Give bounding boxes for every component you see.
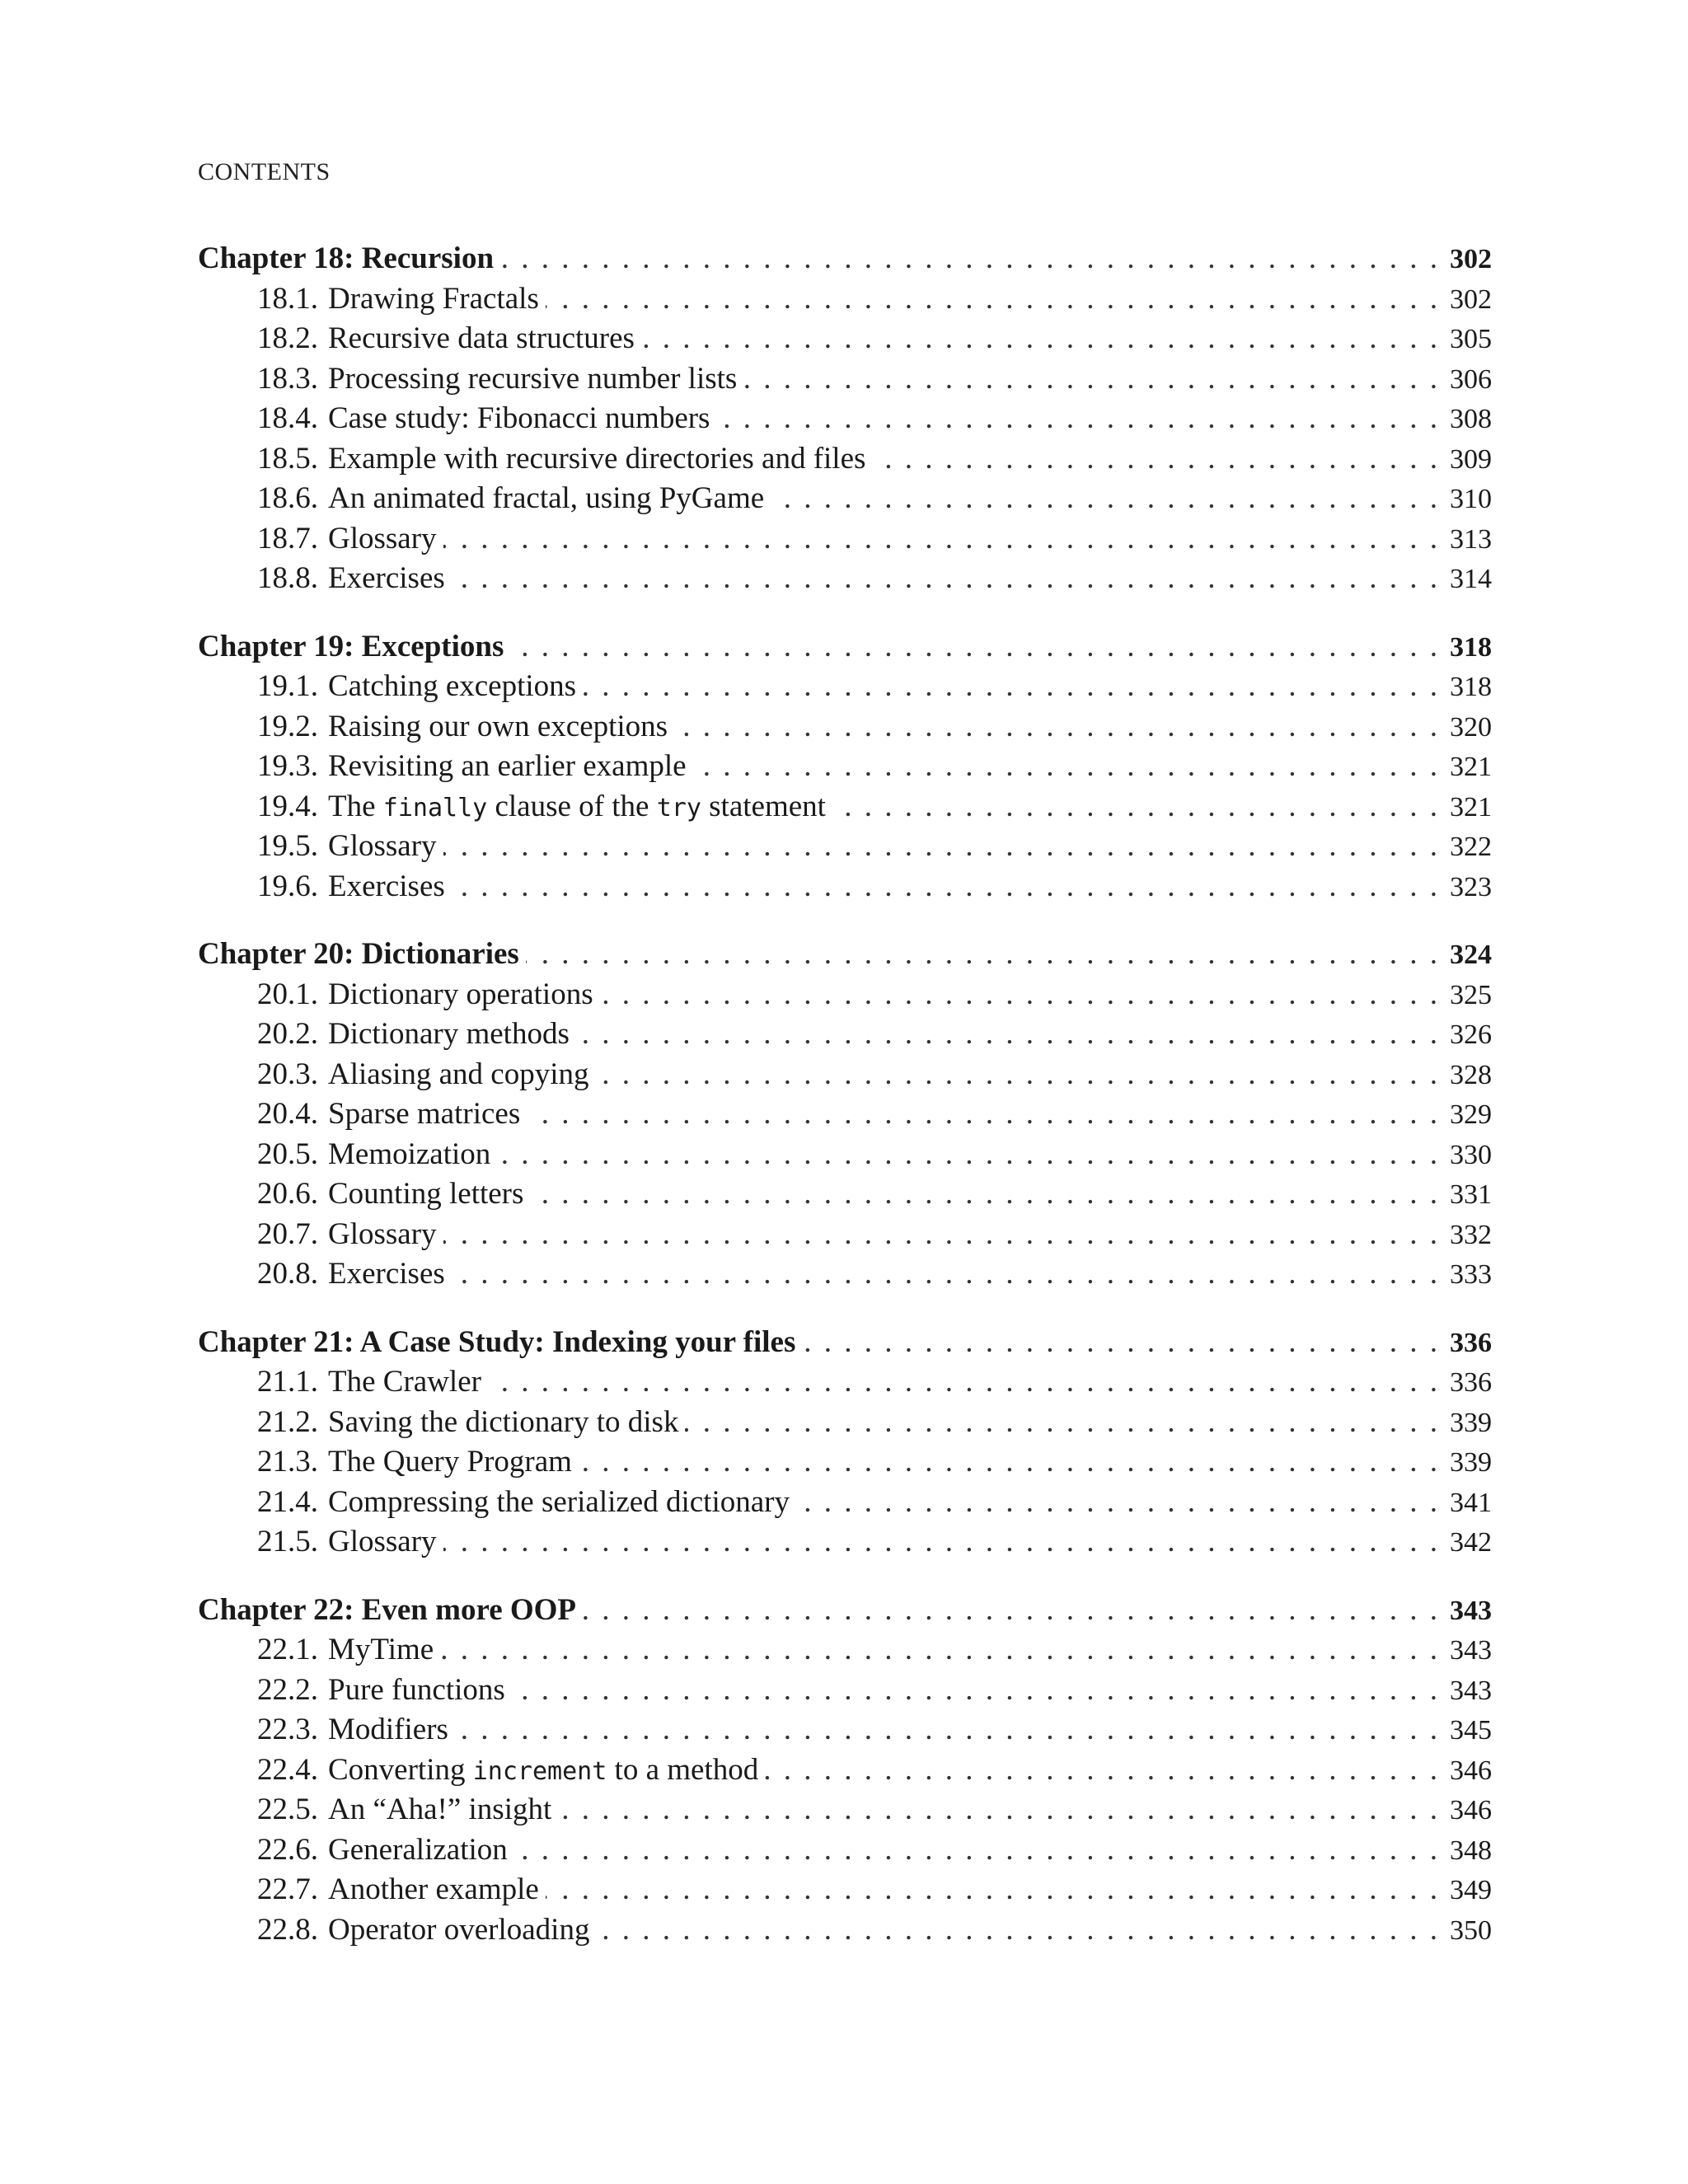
dot-leader	[583, 1591, 1437, 1631]
toc-section-entry[interactable]	[198, 1710, 1492, 1750]
section-label: Another example	[328, 1872, 539, 1906]
section-number: 21.3.	[257, 1445, 318, 1479]
section-number: 18.5.	[257, 441, 318, 476]
section-title	[257, 975, 593, 1015]
chapter-block	[198, 935, 1492, 1295]
section-page-number: 336	[1450, 1367, 1492, 1398]
section-label: Drawing Fractals	[328, 281, 539, 316]
section-title	[257, 867, 445, 907]
chapter-title: Chapter 21: A Case Study: Indexing your files	[198, 1324, 796, 1359]
section-title	[257, 559, 445, 599]
dot-leader	[579, 1442, 1437, 1483]
toc-chapter-entry[interactable]	[198, 935, 1492, 975]
dot-leader	[596, 1055, 1437, 1095]
section-page-number: 321	[1450, 752, 1492, 782]
section-title	[257, 667, 576, 707]
toc-section-entry[interactable]	[198, 1403, 1492, 1443]
section-number: 20.6.	[257, 1177, 318, 1211]
dot-leader	[802, 1323, 1437, 1363]
section-number: 18.8.	[257, 561, 318, 595]
section-page-number: 346	[1450, 1755, 1492, 1786]
toc-section-entry[interactable]	[198, 1671, 1492, 1711]
dot-leader	[600, 975, 1437, 1015]
section-page-number: 346	[1450, 1795, 1492, 1825]
section-number: 21.1.	[257, 1365, 318, 1399]
section-label: The Crawler	[328, 1365, 481, 1399]
dot-leader	[443, 827, 1437, 867]
toc-section-entry[interactable]	[198, 559, 1492, 599]
dot-leader	[452, 1254, 1437, 1295]
section-label: Recursive data structures	[328, 321, 635, 355]
section-number: 18.4.	[257, 401, 318, 435]
toc-section-entry[interactable]	[198, 1055, 1492, 1095]
section-title	[257, 1830, 508, 1871]
section-label: Operator overloading	[328, 1912, 590, 1947]
section-title	[257, 1710, 448, 1750]
chapter-page-number: 336	[1450, 1327, 1492, 1358]
section-label: An animated fractal, using PyGame	[328, 481, 765, 515]
chapter-title: Chapter 22: Even more OOP	[198, 1592, 577, 1627]
section-title	[257, 827, 437, 867]
section-title	[257, 479, 764, 519]
toc-section-entry[interactable]	[198, 1015, 1492, 1055]
toc-chapter-entry[interactable]	[198, 239, 1492, 279]
section-page-number: 349	[1450, 1875, 1492, 1905]
section-label: Memoization	[328, 1137, 491, 1171]
section-number: 21.2.	[257, 1404, 318, 1439]
section-number: 20.8.	[257, 1257, 318, 1291]
toc-section-entry[interactable]	[198, 479, 1492, 519]
section-label: MyTime	[328, 1633, 434, 1666]
toc-section-entry[interactable]	[198, 1135, 1492, 1175]
section-number: 18.7.	[257, 521, 318, 555]
dot-leader	[526, 935, 1437, 975]
section-page-number: 343	[1450, 1635, 1492, 1666]
section-title	[257, 1135, 490, 1175]
dot-leader	[771, 479, 1437, 519]
section-label: Pure functions	[328, 1672, 505, 1707]
section-page-number: 333	[1450, 1259, 1492, 1290]
dot-leader	[872, 439, 1437, 480]
inline-code: finally	[382, 793, 488, 823]
section-page-number: 328	[1450, 1059, 1492, 1090]
toc-section-entry[interactable]	[198, 1174, 1492, 1215]
toc-chapter-entry[interactable]	[198, 1591, 1492, 1631]
toc-section-entry[interactable]	[198, 827, 1492, 867]
section-title	[257, 1522, 437, 1563]
section-page-number: 305	[1450, 324, 1492, 354]
section-page-number: 322	[1450, 832, 1492, 862]
section-page-number: 345	[1450, 1715, 1492, 1746]
toc-section-entry[interactable]	[198, 1750, 1492, 1791]
toc-section-entry[interactable]	[198, 519, 1492, 560]
toc-section-entry[interactable]	[198, 1362, 1492, 1403]
dot-leader	[796, 1483, 1437, 1523]
dot-leader	[452, 559, 1437, 599]
dot-leader	[832, 787, 1437, 827]
chapter-page-number: 318	[1450, 631, 1492, 663]
section-label-part: Converting	[328, 1752, 473, 1787]
inline-code: try	[656, 793, 701, 823]
section-title	[257, 1015, 570, 1055]
toc-section-entry[interactable]	[198, 359, 1492, 400]
dot-leader	[530, 1174, 1437, 1215]
section-title	[257, 1174, 523, 1215]
dot-leader	[765, 1750, 1437, 1791]
dot-leader	[500, 239, 1437, 279]
chapter-block	[198, 1323, 1492, 1563]
section-number: 18.2.	[257, 321, 318, 355]
section-number: 20.3.	[257, 1057, 318, 1091]
section-title	[257, 1630, 434, 1671]
section-number: 20.2.	[257, 1017, 318, 1051]
section-number: 18.3.	[257, 361, 318, 396]
section-page-number: 302	[1450, 284, 1492, 315]
section-label: Modifiers	[328, 1713, 448, 1746]
toc-section-entry[interactable]	[198, 1254, 1492, 1295]
toc-section-entry[interactable]	[198, 1870, 1492, 1910]
section-number: 22.3.	[257, 1713, 318, 1746]
dot-leader	[510, 627, 1437, 668]
toc-section-entry[interactable]	[198, 787, 1492, 827]
dot-leader	[674, 707, 1437, 748]
chapter-block	[198, 627, 1492, 907]
section-page-number: 325	[1450, 979, 1492, 1010]
toc-section-entry[interactable]	[198, 667, 1492, 707]
section-title	[257, 1910, 589, 1951]
toc-section-entry[interactable]	[198, 1790, 1492, 1830]
toc-section-entry[interactable]	[198, 1215, 1492, 1255]
toc-section-entry[interactable]	[198, 707, 1492, 748]
dot-leader	[443, 1215, 1437, 1255]
section-number: 19.1.	[257, 669, 318, 703]
section-label: Glossary	[328, 521, 437, 555]
section-label: Sparse matrices	[328, 1097, 521, 1131]
section-page-number: 330	[1450, 1139, 1492, 1170]
section-number: 18.6.	[257, 481, 318, 515]
section-page-number: 314	[1450, 564, 1492, 594]
section-title	[257, 519, 437, 560]
toc-chapter-entry[interactable]	[198, 627, 1492, 668]
section-label: Dictionary methods	[328, 1017, 570, 1051]
dot-leader	[685, 1403, 1437, 1443]
toc-section-entry[interactable]	[198, 1094, 1492, 1135]
dot-leader	[558, 1790, 1437, 1830]
chapter-page-number: 324	[1450, 940, 1492, 970]
section-title	[257, 707, 668, 748]
section-page-number: 310	[1450, 484, 1492, 514]
section-number: 20.4.	[257, 1097, 318, 1131]
section-number: 22.8.	[257, 1912, 318, 1947]
section-page-number: 309	[1450, 443, 1492, 475]
dot-leader	[512, 1671, 1437, 1711]
section-page-number: 320	[1450, 711, 1492, 743]
section-page-number: 306	[1450, 363, 1492, 395]
section-label: Dictionary operations	[328, 977, 593, 1011]
section-page-number: 313	[1450, 523, 1492, 555]
section-title	[257, 1254, 445, 1295]
dot-leader	[546, 1870, 1437, 1910]
section-title	[257, 1790, 551, 1830]
section-page-number: 318	[1450, 672, 1492, 702]
section-title	[257, 1403, 678, 1443]
dot-leader	[641, 319, 1437, 359]
section-label: Aliasing and copying	[328, 1057, 589, 1091]
section-label: The Query Program	[328, 1445, 572, 1479]
section-label-part: to a method	[607, 1752, 759, 1787]
chapter-title: Chapter 20: Dictionaries	[198, 937, 519, 971]
dot-leader	[693, 747, 1437, 787]
dot-leader	[716, 399, 1437, 439]
section-title	[257, 319, 635, 359]
toc-section-entry[interactable]	[198, 1522, 1492, 1563]
section-label: Glossary	[328, 1216, 437, 1251]
section-label: Case study: Fibonacci numbers	[328, 401, 710, 435]
dot-leader	[455, 1710, 1437, 1750]
section-page-number: 321	[1450, 791, 1492, 823]
section-number: 20.5.	[257, 1137, 318, 1171]
toc-chapter-entry[interactable]	[198, 1323, 1492, 1363]
section-number: 22.4.	[257, 1752, 318, 1787]
section-label: Processing recursive number lists	[328, 361, 738, 396]
toc-section-entry[interactable]	[198, 1910, 1492, 1951]
toc-section-entry[interactable]	[198, 439, 1492, 480]
section-title	[257, 1442, 572, 1483]
section-label: Compressing the serialized dictionary	[328, 1484, 790, 1519]
chapter-block	[198, 1591, 1492, 1951]
section-title	[257, 1483, 790, 1523]
dot-leader	[546, 279, 1437, 320]
section-title	[257, 439, 865, 480]
dot-leader	[443, 519, 1437, 560]
section-label: Saving the dictionary to disk	[328, 1404, 679, 1439]
section-title	[257, 1215, 437, 1255]
chapter-page-number: 302	[1450, 244, 1492, 274]
section-title	[257, 747, 687, 787]
section-page-number: 308	[1450, 404, 1492, 434]
section-number: 21.5.	[257, 1525, 318, 1558]
running-head: CONTENTS	[198, 158, 331, 185]
section-number: 19.2.	[257, 709, 318, 743]
section-label: Exercises	[328, 561, 445, 595]
toc-section-entry[interactable]	[198, 1830, 1492, 1871]
section-page-number: 343	[1450, 1675, 1492, 1706]
section-title	[257, 1750, 758, 1793]
dot-leader	[576, 1015, 1437, 1055]
toc-section-entry[interactable]	[198, 1630, 1492, 1671]
section-page-number: 341	[1450, 1487, 1492, 1518]
section-number: 21.4.	[257, 1484, 318, 1519]
dot-leader	[443, 1522, 1437, 1563]
section-number: 22.2.	[257, 1672, 318, 1707]
dot-leader	[440, 1630, 1437, 1671]
section-page-number: 326	[1450, 1019, 1492, 1050]
section-page-number: 332	[1450, 1219, 1492, 1250]
section-label: Catching exceptions	[328, 669, 577, 703]
section-number: 19.5.	[257, 829, 318, 863]
section-title	[257, 1362, 481, 1403]
section-label-part: The	[328, 789, 383, 823]
dot-leader	[497, 1135, 1437, 1175]
section-number: 19.3.	[257, 749, 318, 783]
toc-section-entry[interactable]	[198, 1483, 1492, 1523]
chapter-title: Chapter 19: Exceptions	[198, 629, 504, 663]
section-label: Raising our own exceptions	[328, 709, 668, 743]
toc-section-entry[interactable]	[198, 319, 1492, 359]
section-page-number: 331	[1450, 1179, 1492, 1210]
section-label: Generalization	[328, 1832, 508, 1867]
section-label: Glossary	[328, 1525, 437, 1558]
section-page-number: 339	[1450, 1447, 1492, 1478]
section-label: Example with recursive directories and files	[328, 441, 866, 476]
section-label-part: statement	[701, 789, 826, 823]
section-number: 19.4.	[257, 789, 318, 823]
section-title	[257, 1870, 539, 1910]
dot-leader	[514, 1830, 1437, 1871]
section-number: 18.1.	[257, 281, 318, 316]
toc-section-entry[interactable]	[198, 747, 1492, 787]
dot-leader	[488, 1362, 1437, 1403]
section-number: 20.1.	[257, 977, 318, 1011]
section-number: 22.6.	[257, 1832, 318, 1867]
section-page-number: 329	[1450, 1099, 1492, 1130]
chapter-title: Chapter 18: Recursion	[198, 241, 495, 275]
section-number: 22.7.	[257, 1872, 318, 1906]
toc-section-entry[interactable]	[198, 867, 1492, 907]
section-title	[257, 1671, 505, 1711]
section-number: 22.1.	[257, 1633, 318, 1666]
section-label: An “Aha!” insight	[328, 1793, 552, 1826]
section-title	[257, 359, 737, 400]
dot-leader	[596, 1910, 1437, 1951]
section-label-part: clause of the	[487, 789, 657, 823]
section-number: 19.6.	[257, 869, 318, 903]
dot-leader	[583, 667, 1437, 707]
section-label: Exercises	[328, 1257, 445, 1291]
dot-leader	[527, 1094, 1437, 1135]
toc-section-entry[interactable]	[198, 279, 1492, 320]
section-page-number: 348	[1450, 1835, 1492, 1866]
dot-leader	[743, 359, 1437, 400]
section-page-number: 323	[1450, 871, 1492, 902]
dot-leader	[452, 867, 1437, 907]
section-page-number: 342	[1450, 1527, 1492, 1558]
toc-section-entry[interactable]	[198, 1442, 1492, 1483]
section-title	[257, 1055, 589, 1095]
chapter-block	[198, 239, 1492, 599]
section-title	[257, 399, 710, 439]
section-label: Revisiting an earlier example	[328, 749, 687, 783]
inline-code: increment	[472, 1756, 607, 1786]
table-of-contents	[198, 239, 1492, 1978]
section-title	[257, 279, 539, 320]
section-title	[257, 787, 826, 829]
section-label: Glossary	[328, 829, 437, 863]
section-page-number: 350	[1450, 1915, 1492, 1946]
section-number: 22.5.	[257, 1793, 318, 1826]
section-label: Exercises	[328, 869, 445, 903]
section-number: 20.7.	[257, 1216, 318, 1251]
section-title	[257, 1094, 520, 1135]
section-label: Counting letters	[328, 1177, 524, 1211]
toc-section-entry[interactable]	[198, 975, 1492, 1015]
section-page-number: 339	[1450, 1407, 1492, 1438]
chapter-page-number: 343	[1450, 1595, 1492, 1626]
toc-section-entry[interactable]	[198, 399, 1492, 439]
